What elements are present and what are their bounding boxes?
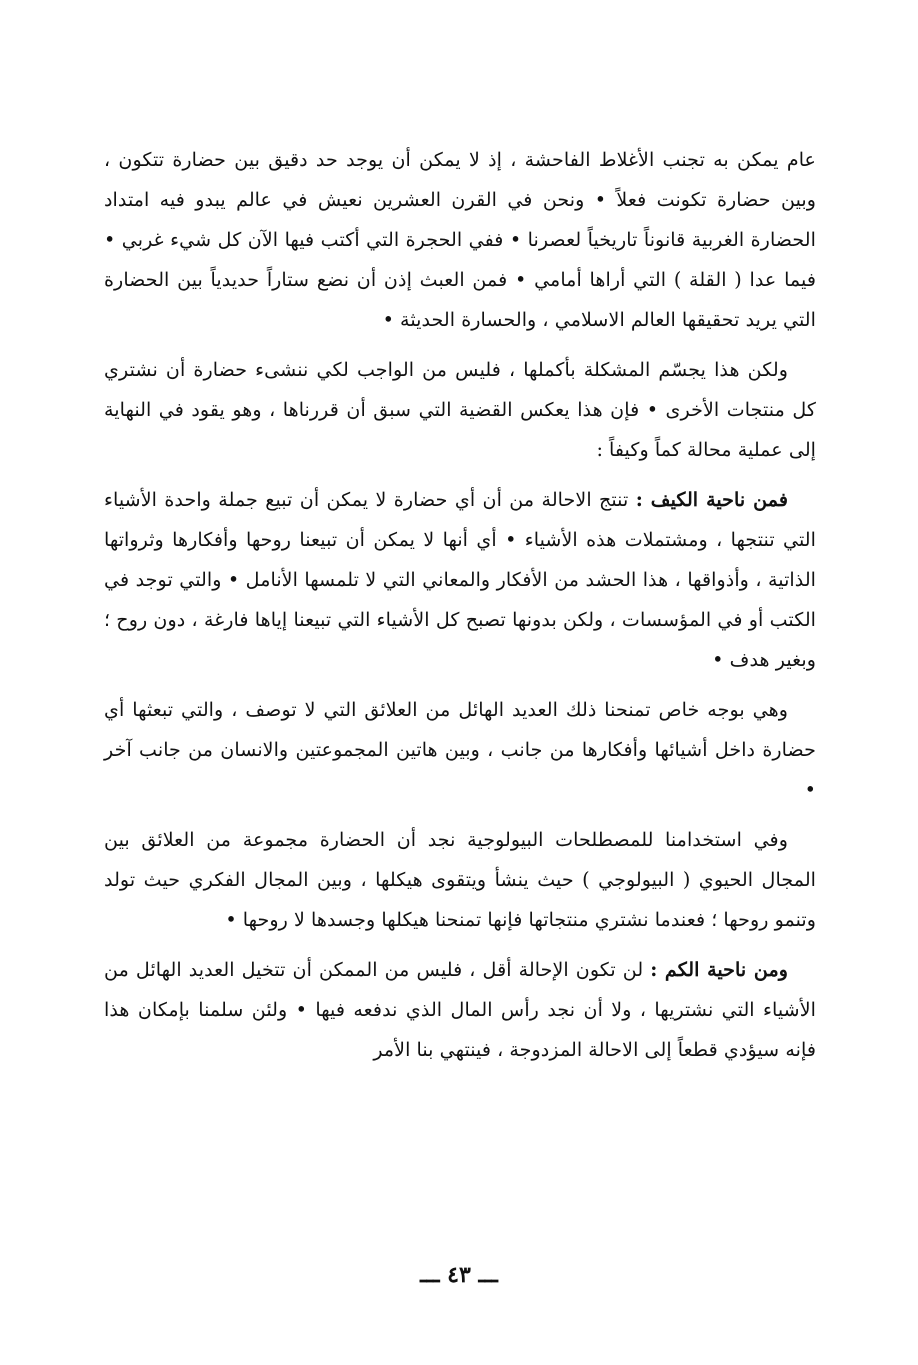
paragraph-2: [104, 350, 816, 470]
paragraph-5: [104, 820, 816, 940]
paragraph-1: [104, 140, 816, 340]
paragraph-1-text: عام يمكن به تجنب الأغلاط الفاحشة ، إذ لا يمكن أن يوجد حد دقيق بين حضارة تتكون ، وبين حضارة تكونت فعلاً • ونحن في القرن العشرين نعيش في عالم يبدو فيه امتداد الحضارة الغربية قانوناً تاريخياً لعصرنا • ففي الحجرة التي أكتب فيها الآن كل شيء غربي • فيما عدا ( القلة ) التي أراها أمامي • فمن العبث إذن أن نضع ستاراً حديدياً بين الحضارة التي يريد تحقيقها العالم الاسلامي ، والحسارة الحديثة •: [104, 148, 816, 331]
paragraph-3: [104, 480, 816, 680]
paragraph-2-text: ولكن هذا يجسّم المشكلة بأكملها ، فليس من الواجب لكي ننشىء حضارة أن نشتري كل منتجات الأخرى • فإن هذا يعكس القضية التي سبق أن قررناها ، وهو يقود في النهاية إلى عملية محالة كماً وكيفاً :: [104, 358, 816, 461]
page-number: ـــ ٤٣ ـــ: [420, 1262, 498, 1288]
paragraph-3-lead: فمن ناحية الكيف :: [635, 488, 788, 511]
paragraph-6: [104, 950, 816, 1070]
paragraph-6-text: لن تكون الإحالة أقل ، فليس من الممكن أن تتخيل العديد الهائل من الأشياء التي نشتريها ، ولا أن نجد رأس المال الذي ندفعه فيها • ولئن سلمنا بإمكان هذا فإنه سيؤدي قطعاً إلى الاحالة المزدوجة ، فينتهي بنا الأمر: [104, 958, 816, 1061]
paragraph-4-text: وهي بوجه خاص تمنحنا ذلك العديد الهائل من العلائق التي لا توصف ، والتي تبعثها أي حضارة داخل أشيائها وأفكارها من جانب ، وبين هاتين المجموعتين والانسان من جانب آخر •: [104, 698, 816, 801]
body-text: [104, 140, 816, 1070]
paragraph-5-text: وفي استخدامنا للمصطلحات البيولوجية نجد أن الحضارة مجموعة من العلائق بين المجال الحيوي ( البيولوجي ) حيث ينشأ ويتقوى هيكلها ، وبين المجال الفكري حيث تولد وتنمو روحها ؛ فعندما نشتري منتجاتها فإنها تمنحنا هيكلها وجسدها لا روحها •: [104, 828, 816, 931]
paragraph-4: [104, 690, 816, 810]
paragraph-6-lead: ومن ناحية الكم :: [650, 958, 788, 981]
paragraph-3-text: تنتج الاحالة من أن أي حضارة لا يمكن أن تبيع جملة واحدة الأشياء التي تنتجها ، ومشتملات هذه الأشياء • أي أنها لا يمكن أن تبيعنا روحها وأفكارها وثرواتها الذاتية ، وأذواقها ، هذا الحشد من الأفكار والمعاني التي لا تلمسها الأنامل • والتي توجد في الكتب أو في المؤسسات ، ولكن بدونها تصبح كل الأشياء التي تبيعنا إياها فارغة ، دون روح ؛ وبغير هدف •: [104, 488, 816, 671]
